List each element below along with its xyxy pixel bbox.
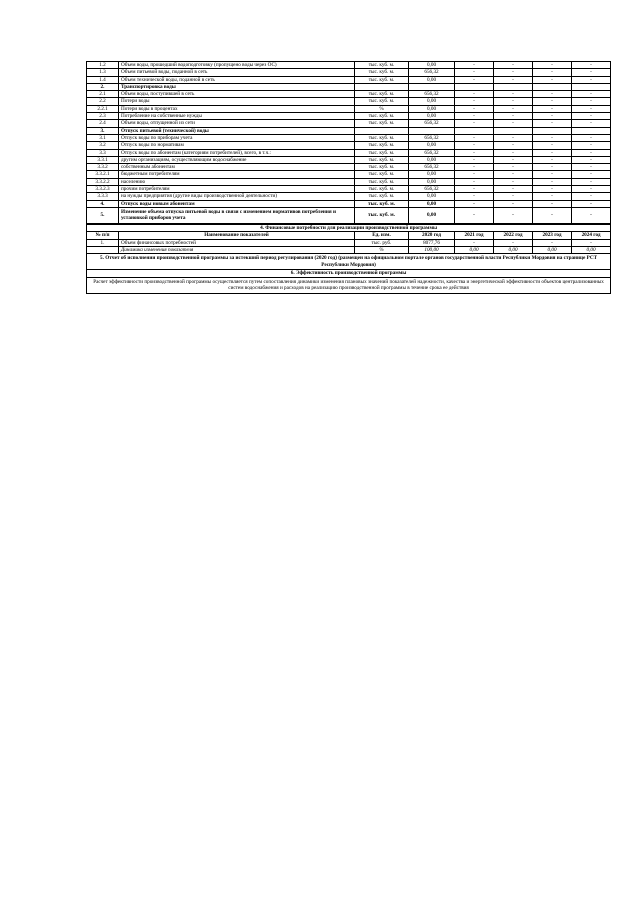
cell-v2022: - [494,200,533,207]
table-row [87,98,611,105]
cell-v2024: - [572,156,611,163]
cell-v2021: - [455,91,494,98]
cell-v2023: - [533,186,572,193]
cell-num: 2.2 [87,98,119,105]
table-row [87,142,611,149]
cell-v2023: - [533,113,572,120]
cell-num: 3.2 [87,142,119,149]
cell-v2022 [494,127,533,134]
cell-num: 2. [87,83,119,90]
cell-name: Объем финансовых потребностей [119,239,355,246]
cell-unit: тыс. куб. м. [355,69,409,76]
cell-v2024: - [572,193,611,200]
cell-v2024: - [572,113,611,120]
cell-name: собственным абонентам [119,164,355,171]
cell-v2021: - [455,76,494,83]
cell-v2023: 0,00 [533,246,572,253]
header-2023: 2023 год [533,232,572,239]
cell-v2023: - [533,142,572,149]
header-2024: 2024 год [572,232,611,239]
cell-v2021: - [455,178,494,185]
cell-unit: тыс. куб. м. [355,134,409,141]
cell-v2022: - [494,62,533,69]
cell-unit: тыс. куб. м. [355,186,409,193]
cell-name: на нужды предприятия (другие виды производственной деятельности) [119,193,355,200]
cell-v2020: 0,00 [409,62,455,69]
cell-v2020: 8077,76 [409,239,455,246]
cell-v2024: - [572,164,611,171]
cell-v2020: 656,32 [409,120,455,127]
cell-v2021: - [455,134,494,141]
table-row [87,207,611,223]
cell-name: Объем воды, отпущенной из сети [119,120,355,127]
cell-v2024: - [572,178,611,185]
cell-v2020: 100,00 [409,246,455,253]
cell-name: Отпуск воды по приборам учета [119,134,355,141]
table-row [87,62,611,69]
cell-v2021: - [455,156,494,163]
cell-v2020: 0,00 [409,105,455,112]
cell-v2022: - [494,69,533,76]
cell-unit [355,83,409,90]
cell-name: Отпуск воды по нормативам [119,142,355,149]
cell-v2020: 0,00 [409,193,455,200]
table-row [87,127,611,134]
cell-v2022: - [494,134,533,141]
table-row [87,120,611,127]
finance-header-row [87,232,611,239]
finance-row [87,246,611,253]
cell-v2021: - [455,186,494,193]
cell-v2024: - [572,149,611,156]
cell-v2020: 0,00 [409,98,455,105]
cell-unit: тыс. куб. м. [355,207,409,223]
cell-v2024: - [572,76,611,83]
cell-v2023 [533,127,572,134]
header-2022: 2022 год [494,232,533,239]
cell-v2022: - [494,98,533,105]
cell-v2021: - [455,142,494,149]
table-row [87,200,611,207]
cell-unit: тыс. куб. м. [355,171,409,178]
cell-v2023: - [533,178,572,185]
cell-v2023: - [533,164,572,171]
table-row [87,91,611,98]
cell-v2022: - [494,171,533,178]
table-row [87,164,611,171]
cell-v2024: - [572,171,611,178]
finance-row [87,239,611,246]
cell-v2022: - [494,178,533,185]
cell-v2023: - [533,171,572,178]
cell-v2021: - [455,69,494,76]
cell-v2023: - [533,91,572,98]
cell-unit: тыс. куб. м. [355,142,409,149]
cell-num: 1.4 [87,76,119,83]
cell-num: 5. [87,207,119,223]
cell-v2023: - [533,62,572,69]
cell-num: 3.3.2.2 [87,178,119,185]
cell-v2021: - [455,113,494,120]
cell-num: 2.3 [87,113,119,120]
section-6-text: Расчет эффективности производственной программы осуществляется путем сопоставления динамики изменения плановых значений показателей надежности, качества и энергетической эффективности объектов централизованных систем водоснабжения и расходов на реализацию производственной программы в течение срока ее действия [87,277,611,293]
cell-name: Объем воды, поступившей в сеть [119,91,355,98]
cell-num: 3.3 [87,149,119,156]
cell-v2023: - [533,105,572,112]
cell-num: 1.3 [87,69,119,76]
cell-v2020: 656,32 [409,69,455,76]
cell-unit: тыс. куб. м. [355,200,409,207]
cell-name: Отпуск питьевой (технической) воды [119,127,355,134]
cell-name: Транспортировка воды [119,83,355,90]
cell-v2021: - [455,98,494,105]
cell-v2024: - [572,120,611,127]
cell-v2021: - [455,171,494,178]
cell-num: 2.4 [87,120,119,127]
cell-v2021: - [455,105,494,112]
cell-v2020: 656,32 [409,134,455,141]
cell-v2021: - [455,149,494,156]
cell-name: Объем питьевой воды, поданной в сеть [119,69,355,76]
cell-unit: тыс. куб. м. [355,164,409,171]
cell-v2021: - [455,239,494,246]
cell-v2020: 0,00 [409,178,455,185]
cell-v2023: - [533,193,572,200]
cell-v2020 [409,83,455,90]
cell-v2024: - [572,69,611,76]
cell-v2021: - [455,62,494,69]
cell-v2024 [572,127,611,134]
cell-unit: тыс. куб. м. [355,98,409,105]
cell-v2024: - [572,186,611,193]
cell-v2024: - [572,91,611,98]
header-2021: 2021 год [455,232,494,239]
cell-name: Отпуск воды новым абонентам [119,200,355,207]
cell-v2022: - [494,164,533,171]
table-row [87,193,611,200]
cell-num: 3.3.2 [87,164,119,171]
cell-v2024: - [572,239,611,246]
cell-name: Потери воды [119,98,355,105]
cell-unit: тыс. руб. [355,239,409,246]
cell-v2023: - [533,98,572,105]
cell-unit: тыс. куб. м. [355,193,409,200]
cell-v2021: - [455,200,494,207]
cell-v2020: 0,00 [409,156,455,163]
cell-v2020: 0,00 [409,200,455,207]
cell-v2022 [494,83,533,90]
cell-v2020: 656,32 [409,186,455,193]
cell-num: 1.2 [87,62,119,69]
cell-v2021 [455,127,494,134]
table-row [87,149,611,156]
cell-v2024: - [572,200,611,207]
cell-name: Отпуск воды по абонентам (категориям потребителей), всего, в т.ч.: [119,149,355,156]
cell-name: Изменение объема отпуска питьевой воды в связи с изменением нормативов потребления и установкой приборов учета [119,207,355,223]
table-row [87,105,611,112]
cell-unit: тыс. куб. м. [355,178,409,185]
cell-num: 3. [87,127,119,134]
cell-num [87,246,119,253]
cell-v2020: 0,00 [409,171,455,178]
table-row [87,69,611,76]
cell-num: 3.3.1 [87,156,119,163]
table-row [87,134,611,141]
cell-v2020: 656,32 [409,91,455,98]
cell-v2020: 0,00 [409,76,455,83]
finance-table [86,224,611,294]
cell-v2022: - [494,91,533,98]
cell-num: 3.1 [87,134,119,141]
cell-v2021: - [455,164,494,171]
header-unit: Ед. изм. [355,232,409,239]
table-row [87,171,611,178]
cell-unit: тыс. куб. м. [355,149,409,156]
cell-v2023: - [533,149,572,156]
header-num: № п/п [87,232,119,239]
cell-v2020: 0,00 [409,207,455,223]
cell-unit: тыс. куб. м. [355,62,409,69]
cell-name: бюджетным потребителям [119,171,355,178]
cell-v2022: - [494,105,533,112]
cell-v2023: - [533,134,572,141]
cell-v2023 [533,83,572,90]
table-row [87,76,611,83]
cell-v2022: - [494,186,533,193]
cell-v2024: - [572,62,611,69]
section-4-title: 4. Финансовые потребности для реализации производственной программы [87,224,611,231]
cell-num: 3.3.2.1 [87,171,119,178]
cell-name: другим организациям, осуществляющим водоснабжение [119,156,355,163]
cell-num: 2.1 [87,91,119,98]
cell-v2022: 0,00 [494,246,533,253]
cell-unit: % [355,105,409,112]
cell-v2023: - [533,207,572,223]
header-2020: 2020 год [409,232,455,239]
cell-v2024: - [572,142,611,149]
cell-v2022: - [494,142,533,149]
cell-v2020: 656,32 [409,149,455,156]
table-row [87,156,611,163]
cell-v2022: - [494,207,533,223]
cell-v2022: - [494,149,533,156]
cell-v2023: - [533,239,572,246]
cell-num: 1. [87,239,119,246]
cell-v2024: - [572,105,611,112]
cell-v2022: - [494,76,533,83]
cell-v2022: - [494,156,533,163]
cell-v2022: - [494,193,533,200]
cell-v2023: - [533,76,572,83]
cell-v2020 [409,127,455,134]
cell-v2021: 0,00 [455,246,494,253]
cell-v2022: - [494,239,533,246]
cell-num: 4. [87,200,119,207]
cell-v2023: - [533,69,572,76]
cell-v2022: - [494,113,533,120]
cell-num: 3.3.3 [87,193,119,200]
cell-v2020: 656,32 [409,164,455,171]
cell-v2021 [455,83,494,90]
cell-name: Динамика изменения показателя [119,246,355,253]
cell-v2021: - [455,120,494,127]
header-name: Наименование показателей [119,232,355,239]
section-5-title: 5. Отчет об исполнении производственной программы за истекший период регулирования (2020 год) (размещен на официальном портале органов государственной власти Республики Мордовия на странице РСТ Республики Мордовия) [87,254,611,270]
cell-v2022: - [494,120,533,127]
table-row [87,186,611,193]
cell-v2024: - [572,207,611,223]
cell-v2021: - [455,193,494,200]
cell-unit: тыс. куб. м. [355,120,409,127]
water-balance-table [86,61,611,224]
cell-name: Потери воды в процентах [119,105,355,112]
document-sheet [86,61,610,294]
cell-unit: % [355,246,409,253]
table-row [87,83,611,90]
cell-unit: тыс. куб. м. [355,113,409,120]
cell-unit: тыс. куб. м. [355,156,409,163]
cell-unit: тыс. куб. м. [355,76,409,83]
table-row [87,113,611,120]
cell-v2020: 0,00 [409,113,455,120]
cell-name: Объем технической воды, поданной в сеть [119,76,355,83]
cell-v2020: 0,00 [409,142,455,149]
cell-num: 2.2.1 [87,105,119,112]
cell-v2023: - [533,156,572,163]
section-6-title: 6. Эффективность производственной программы [87,270,611,277]
cell-v2024: - [572,134,611,141]
cell-v2023: - [533,120,572,127]
cell-v2024: 0,00 [572,246,611,253]
cell-v2021: - [455,207,494,223]
cell-name: Потребление на собственные нужды [119,113,355,120]
cell-v2023: - [533,200,572,207]
table-row [87,178,611,185]
cell-name: прочим потребителям [119,186,355,193]
cell-name: Объем воды, прошедший водоподготовку (пропущено воды через ОС) [119,62,355,69]
cell-name: населению [119,178,355,185]
cell-unit: тыс. куб. м. [355,91,409,98]
cell-v2024 [572,83,611,90]
cell-num: 3.3.2.3 [87,186,119,193]
cell-unit [355,127,409,134]
cell-v2024: - [572,98,611,105]
